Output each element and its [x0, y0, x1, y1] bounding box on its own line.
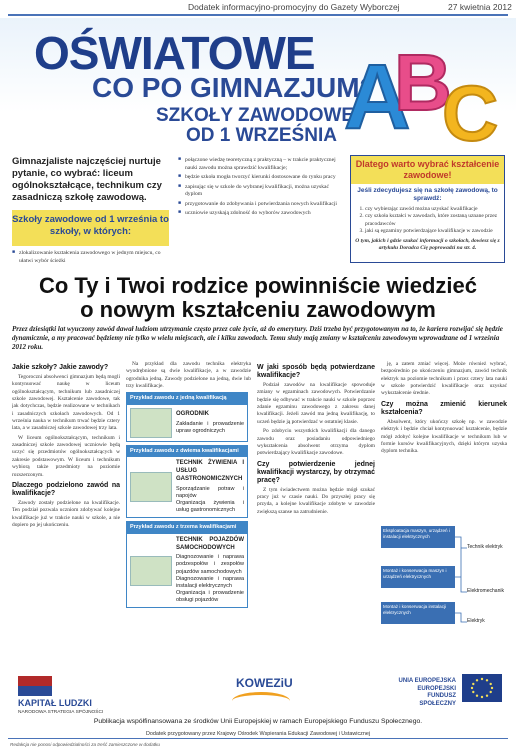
paragraph: ję, a zatem zmiać więcej. Może również wybrać, bezpośrednio po ukończeniu gimnazjum, zawód technik elektryk na poziomie technikum i przez cztery lata nauki w szkole potwierdzić kwalifikacje oraz uzyskać wykształcenie średnie. [381, 361, 507, 397]
article-column-1 [12, 361, 120, 641]
issue-date: 27 kwietnia 2012 [448, 2, 512, 12]
footer [0, 662, 516, 750]
paragraph: Na przykład dla zawodu technika elektryka wyodrębnione są dwie kwalifikacje, a w zawodzie ogrodnika jedną. Zawody podzielone na jedną, dwie lub trzy kwalifikacje. [126, 361, 251, 390]
section-heading: Dlaczego podzielono zawód na kwalifikacje? [12, 481, 120, 497]
article-column-3 [257, 361, 375, 641]
lead-box-title: Szkoły zawodowe od 1 września to szkoły, w których: [12, 214, 169, 237]
disclaimer: Redakcja nie ponosi odpowiedzialności za treść zamieszczone w dodatku [10, 742, 160, 747]
paragraph: Z tym świadectwem można będzie mógł szukać pracy już w czasie nauki. Do przyszłej pracy się przyda, a kolejne kwalifikacje zdobyte w zawodzie zwiększą szanse na zatrudnienie. [257, 486, 375, 515]
letter-a: A [344, 46, 411, 148]
panel-header: Przykład zawodu z trzema kwalifikacjami [127, 522, 247, 533]
panel-item: Sporządzanie potraw i napojów [176, 485, 244, 499]
panel-header: Przykład zawodu z dwiema kwalifikacjami [127, 446, 247, 457]
article-column-2 [126, 361, 251, 641]
funding-notice: Publikacja współfinansowana ze środków Unii Europejskiej w ramach Europejskiego Funduszu Społecznego. [93, 718, 423, 725]
mechanic-illustration [130, 556, 172, 586]
article-intro: Przez dziesiątki lat wyuczony zawód dawał ludziom utrzymanie często przez całe życie, aż do emerytury. Dziś trzeba być przygotowanym na to, że kariera rozwijać się będzie dynamicznie, a my pracować będziemy nie tylko w wielu miejscach, ale i kilku zawodach. Temu służy mają zmiany w kształceniu zawodowym wprowadzane od 1 września 2012 roku. [12, 325, 503, 352]
section-heading: Czy potwierdzenie jednej kwalifikacji wystarczy, by otrzymać pracę? [257, 460, 375, 484]
paragraph: W liceum ogólnokształcącym, technikum i zasadniczej szkole zawodowej uczniowie będą uczyć się przedmiotów ogólnokształcących w zakresie podstawowym. W liceum i technikum wybiorą także przedmioty na poziomie rozszerzonym. [12, 434, 120, 478]
sidebox-subtitle: Jeśli zdecydujesz się na szkołę zawodową, to sprawdź: [357, 186, 498, 202]
panel-item: Diagnozowanie i naprawa instalacji elektrycznych [176, 575, 244, 589]
abc-blocks-illustration [330, 18, 510, 153]
eu-text: UNIA EUROPEJSKA EUROPEJSKI FUNDUSZ SPOŁECZNY [398, 678, 456, 707]
headline-line-2: o nowym kształceniu zawodowym [80, 297, 436, 323]
list-item: ■ będzie szkoła mogła tworzyć kierunki dostosowane do rynku pracy [178, 174, 340, 182]
paragraph: Po zdobyciu wszystkich kwalifikacji dla danego zawodu oraz posiadaniu odpowiedniego wykształcenia absolwent otrzyma dyplom potwierdzający kwalifikacje zawodowe. [257, 428, 375, 457]
kl-flag-icon [18, 676, 52, 696]
panel-item: Diagnozowanie i naprawa podzespołów i zespołów pojazdów samochodowych [176, 554, 244, 575]
letter-b: B [394, 38, 452, 127]
diagram-label: Elektryk [467, 618, 485, 624]
section-heading: Jakie szkoły? Jakie zawody? [12, 364, 109, 371]
sidebox-footnote: O tym, jakich i gdzie szukać informacji o szkołach, dowiesz się z artykułu Doradca Cię poprowadzi na str. 4. [355, 237, 500, 251]
panel-header: Przykład zawodu z jedną kwalifikacją [127, 393, 247, 404]
paragraph: Absolwent, który ukończy szkołę np. w zawodzie elektryk i będzie chciał kontynuować kształcenie, będzie mógł zdobyć kolejne kwalifikacje w technikum lub w formie kursów kwalifikacyjnych, dzięki którym uzyska dyplom technika. [381, 418, 507, 455]
diagram-box: Eksploatacja maszyn, urządzeń i instalacji elektrycznych [381, 526, 455, 548]
masthead [0, 18, 516, 153]
diagram-box: Montaż i konserwacja instalacji elektrycznych [381, 602, 455, 624]
masthead-title: OŚWIATOWE [34, 27, 315, 79]
panel-title: TECHNIK ŻYWIENIA I USŁUG GASTRONOMICZNYCH [176, 460, 244, 482]
list-item: 1. czy wybierając zawód można uzyskać kwalifikacje [365, 206, 500, 213]
lead-paragraph: Gimnazjaliste najczęściej nurtuje pytanie, co wybrać: liceum ogólnokształcące, technikum czy zasadniczą szkołę zawodową. [12, 156, 162, 203]
kowezu-arc-icon [232, 692, 290, 710]
list-item: ■ połączone wiedzę teoretyczną z praktyczną – w trakcie praktycznej nauki zawodu można sprawdzić kwalifikacje; [178, 157, 340, 172]
article-column-4 [381, 361, 507, 521]
section-heading: Czy można zmienić kierunek kształcenia? [381, 400, 507, 416]
prepared-by: Dodatek przygotowany przez Krajowy Ośrodek Wspierania Edukacji Zawodowej i Ustawicznej [145, 731, 371, 737]
eu-flag-icon [462, 674, 502, 702]
panel-item: Organizacja i prowadzenie obsługi pojazdów [176, 590, 244, 604]
panel-title: TECHNIK POJAZDÓW SAMOCHODOWYCH [176, 536, 244, 551]
lead-bullets-col1 [12, 250, 169, 267]
eu-logo [398, 674, 506, 714]
paragraph: Zawody zostały podzielone na kwalifikacje. Ten podział pozwala uczniom zdobywać kolejne kwalifikacje już w trakcie nauki w szkole, a nie dopiero po jej ukończeniu. [12, 499, 120, 528]
masthead-subtitle-2: OD 1 WRZEŚNIA [186, 125, 337, 146]
kowezu-logo [228, 670, 298, 718]
list-item: ■ zlokalizowanie kształcenia zawodowego w jednym miejscu, co ułatwi wybór ścieżki [12, 250, 169, 265]
panel-title: OGRODNIK [176, 410, 209, 417]
example-panel-one-qualification [126, 392, 248, 441]
letter-c: C [442, 69, 499, 153]
top-bar [0, 0, 516, 18]
chef-illustration [130, 472, 172, 502]
paragraph: Podział zawodów na kwalifikacje spowoduje zmiany w egzaminach zawodowych. Potwierdzanie będzie się odbywać w trakcie nauki w szkole poprzez zdanie egzaminu zawodowego z zakresu danej kwalifikacji. Jeżeli zawód ma jedną kwalifikację, to uczeń będzie ją potwierdzać w ostatniej klasie. [257, 382, 375, 425]
list-item: ■ uczniowie uzyskają zdolność do wyborów zawodowych [178, 210, 340, 218]
qualification-diagram [381, 526, 507, 636]
diagram-label: Elektromechanik [467, 588, 504, 594]
kl-name: KAPITAŁ LUDZKI [18, 698, 92, 708]
sidebox-title: Dlatego warto wybrać kształcenie zawodowe! [351, 156, 504, 184]
lead-highlight-box [12, 210, 169, 246]
gardener-illustration [130, 408, 172, 438]
supplement-title: Dodatek informacyjno-promocyjny do Gazety Wyborczej [188, 2, 400, 12]
headline-line-1: Co Ty i Twoi rodzice powinniście wiedzieć [38, 273, 478, 298]
list-item: ■ zapisując się w szkole do wybranej kwalifikacji, można uzyskać dyplom [178, 184, 340, 199]
main-headline [0, 274, 516, 322]
panel-item: Organizacja żywienia i usług gastronomicznych [176, 499, 244, 514]
masthead-subtitle-1: SZKOŁY ZAWODOWE [156, 105, 355, 126]
sidebox-checklist [351, 203, 504, 236]
list-item: ■ przygotowanie do zdobywania i potwierdzania nowych kwalifikacji [178, 201, 340, 209]
example-panel-three-qualifications [126, 521, 248, 608]
top-rule [8, 14, 508, 16]
list-item: 2. czy szkoła kształci w zawodach, które zostaną uznane przez pracodawców [365, 213, 500, 228]
kowezu-name: KOWEZiU [236, 676, 293, 690]
diagram-box: Montaż i konserwacja maszyn i urządzeń elektrycznych [381, 566, 455, 588]
masthead-question: CO PO GIMNAZJUM? [92, 72, 377, 103]
diagram-connectors [455, 526, 467, 636]
diagram-label: Technik elektryk [467, 544, 503, 550]
lead-bullets-col2 [178, 157, 340, 220]
list-item: 3. jaki są egzaminy potwierdzające kwalifikacje w zawodzie [365, 228, 500, 235]
panel-item: Zakładanie i prowadzenie upraw ogrodniczych [176, 420, 244, 434]
why-vocational-box [350, 155, 505, 263]
kl-subtitle: NARODOWA STRATEGIA SPÓJNOŚCI [18, 710, 104, 715]
example-panel-two-qualifications [126, 445, 248, 518]
section-heading: W jaki sposób będą potwierdzane kwalifikacje? [257, 364, 375, 380]
paragraph: Tegoroczni absolwenci gimnazjum będą mogli kontynuować naukę w liceum ogólnokształcącym, technikum lub zasadniczej szkole zawodowej. Kształcenie zawodowe, tak jak dotychczas, będzie realizowane w technikach i zasadniczych szkołach zawodowych. Od 1 września nauka w technikum trwać będzie cztery lata, a w zasadniczej szkole zawodowej trzy lata. [12, 374, 120, 432]
footer-rule [8, 738, 508, 739]
